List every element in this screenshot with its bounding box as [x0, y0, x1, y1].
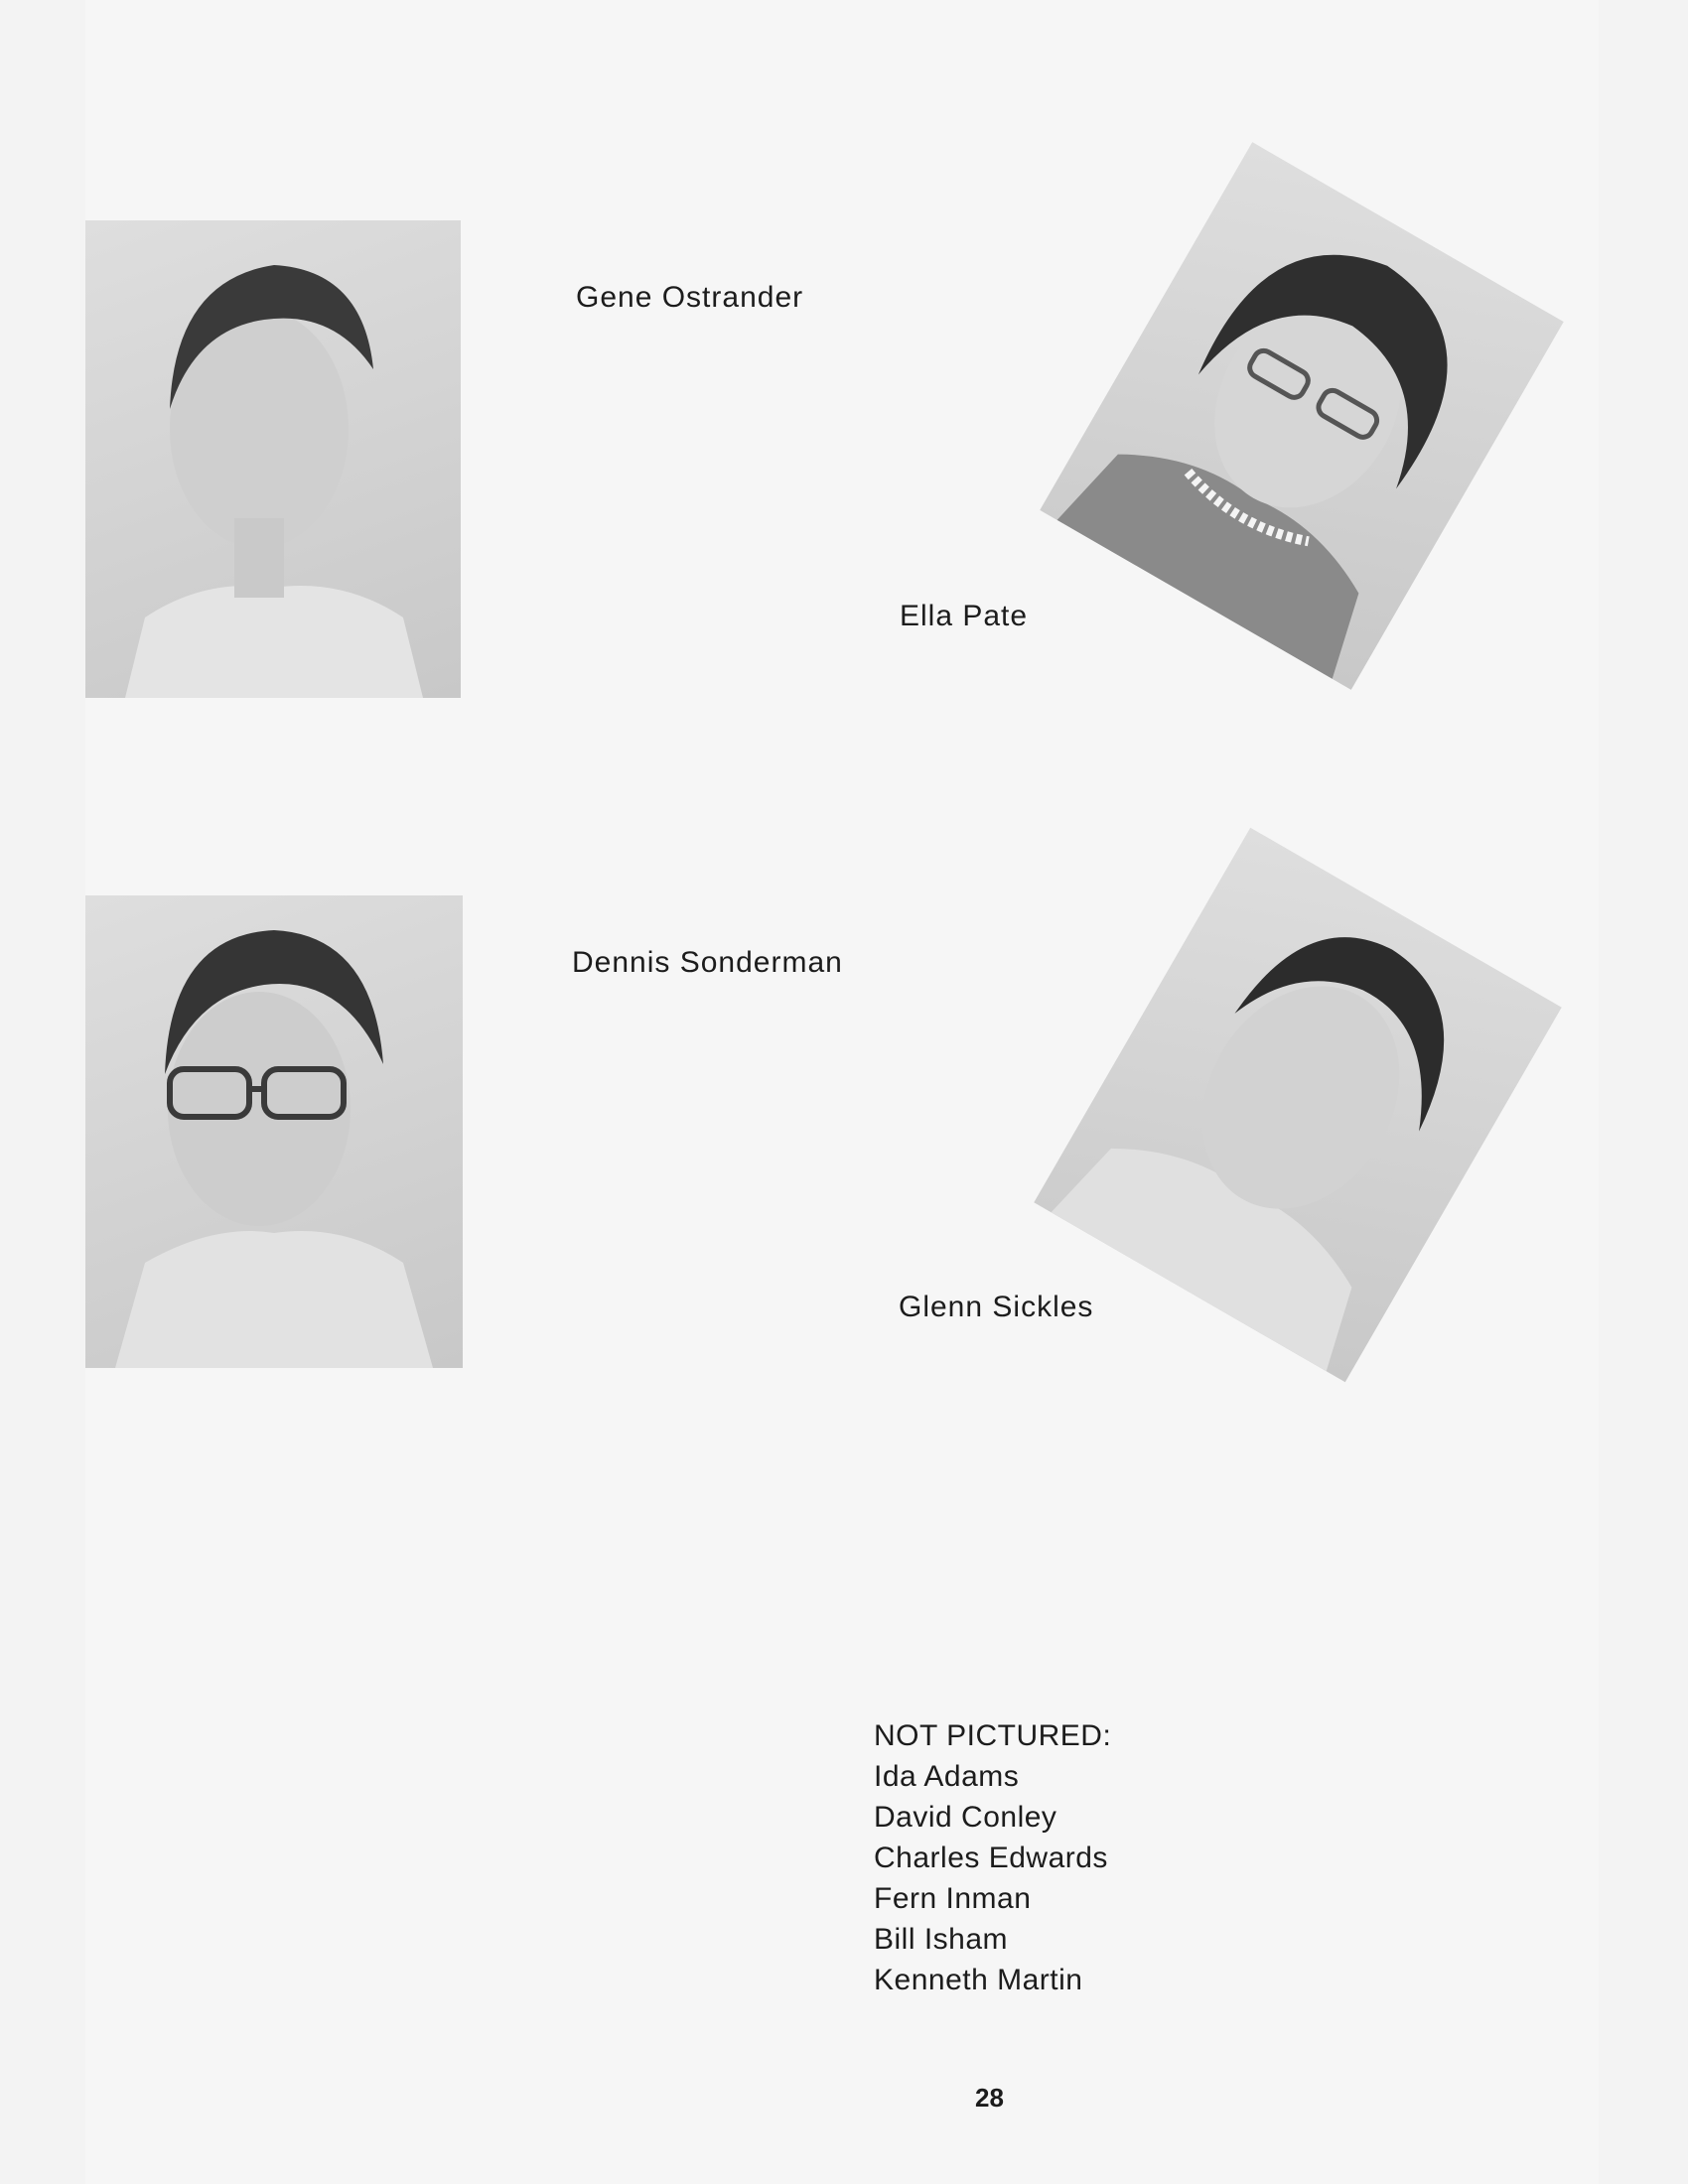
portrait-photo-dennis-sonderman: [85, 895, 463, 1368]
portrait-name-dennis-sonderman: Dennis Sonderman: [572, 946, 843, 979]
portrait-name-gene-ostrander: Gene Ostrander: [576, 281, 804, 314]
not-pictured-list: [874, 1715, 1111, 2000]
portrait-name-glenn-sickles: Glenn Sickles: [899, 1291, 1094, 1323]
not-pictured-name: Kenneth Martin: [874, 1964, 1083, 1996]
yearbook-page: [85, 0, 1599, 2184]
not-pictured-name: Fern Inman: [874, 1882, 1032, 1915]
portrait-photo-gene-ostrander: [85, 220, 461, 698]
portrait-photo-glenn-sickles: [1034, 828, 1562, 1383]
not-pictured-name: David Conley: [874, 1801, 1057, 1834]
not-pictured-heading: NOT PICTURED:: [874, 1719, 1112, 1752]
portrait-name-ella-pate: Ella Pate: [900, 600, 1029, 632]
page-number: 28: [975, 2083, 1004, 2113]
not-pictured-name: Ida Adams: [874, 1760, 1020, 1793]
not-pictured-name: Charles Edwards: [874, 1842, 1108, 1874]
portrait-photo-ella-pate: [1040, 142, 1564, 690]
not-pictured-name: Bill Isham: [874, 1923, 1009, 1956]
